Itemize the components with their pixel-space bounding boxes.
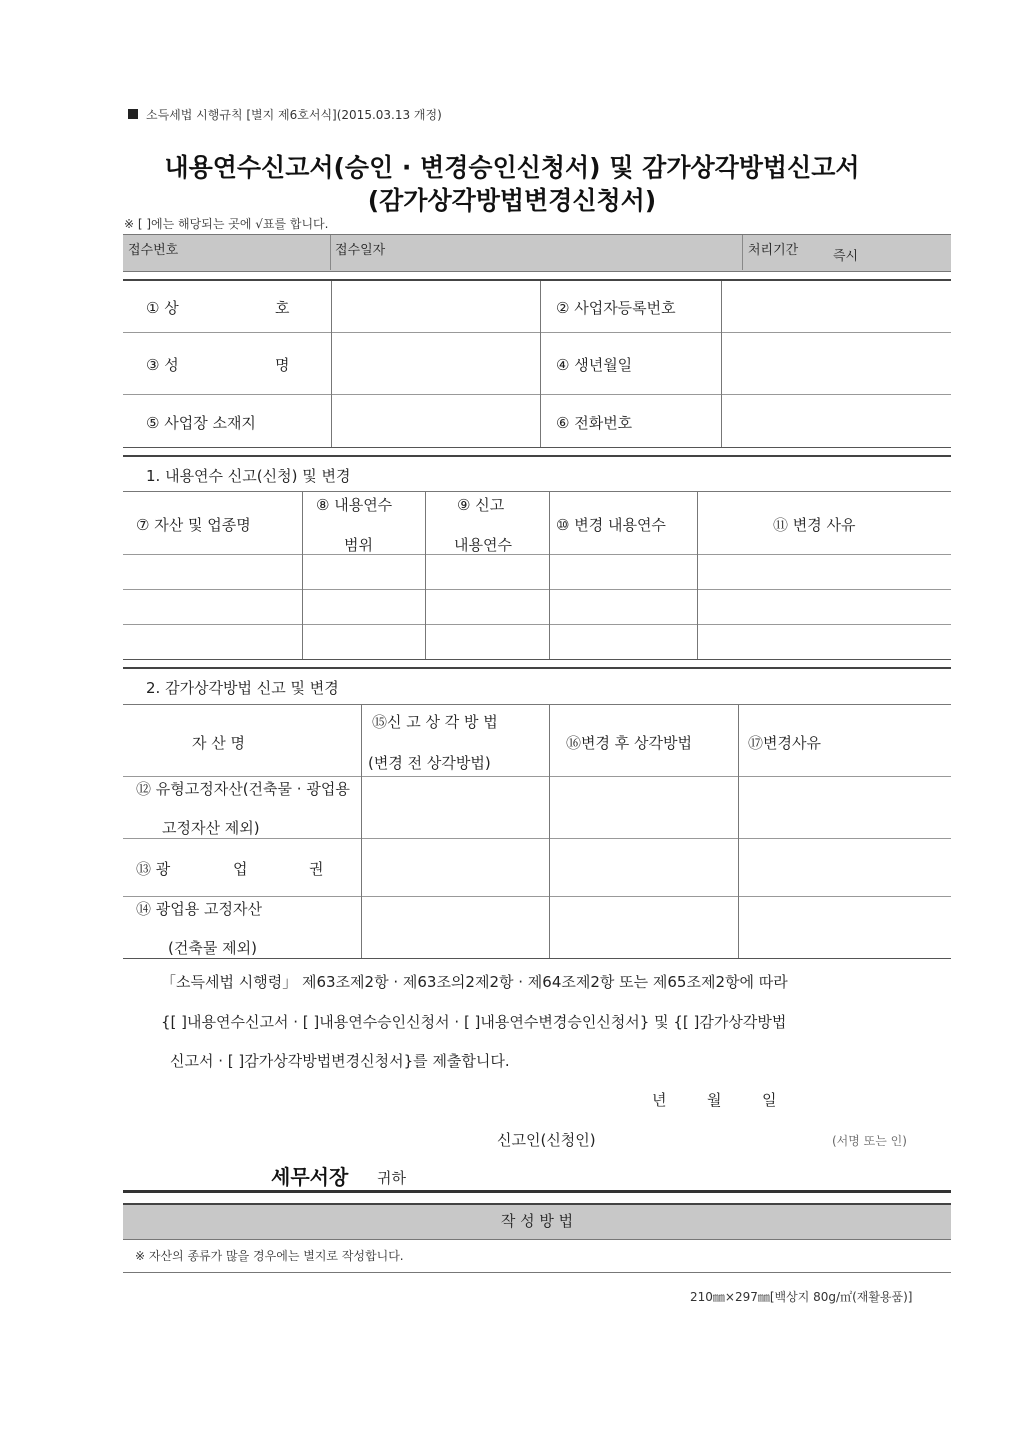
useful-life-range-header-2: 범위: [344, 536, 373, 554]
processing-period-label: 처리기간: [748, 243, 799, 258]
mining-assets-label-2: (건축물 제외): [168, 939, 257, 957]
mining-rights-label: ⑬ 광: [136, 860, 171, 878]
declaration-line3: 신고서 · [ ]감가상각방법변경신청서}를 제출합니다.: [170, 1052, 510, 1070]
signer-label: 신고인(신청인): [497, 1131, 596, 1149]
date-year-label: 년: [652, 1091, 667, 1109]
receipt-number-label: 접수번호: [128, 243, 179, 258]
company-name-label-end: 호: [275, 299, 290, 317]
instructions-title: 작 성 방 법: [500, 1212, 574, 1230]
asset-industry-header: ⑦ 자산 및 업종명: [136, 516, 251, 534]
mining-rights-label-2: 업: [233, 860, 248, 878]
date-month-label: 월: [707, 1091, 722, 1109]
asset-name-header: 자 산 명: [192, 734, 246, 752]
reported-life-header-2: 내용연수: [454, 536, 512, 554]
useful-life-range-header: ⑧ 내용연수: [316, 496, 393, 514]
reported-method-header-2: (변경 전 상각방법): [368, 754, 491, 772]
receipt-bar: [123, 234, 951, 272]
person-name-label: ③ 성: [146, 356, 179, 374]
addressee-suffix: 귀하: [377, 1169, 406, 1187]
section1-title: 1. 내용연수 신고(신청) 및 변경: [146, 467, 351, 485]
person-name-label-end: 명: [275, 356, 290, 374]
changed-method-header: ⑯변경 후 상각방법: [566, 734, 692, 752]
paper-spec: 210㎜×297㎜[백상지 80g/㎡(재활용품)]: [690, 1290, 913, 1304]
birth-date-label: ④ 생년월일: [556, 356, 633, 374]
date-day-label: 일: [762, 1091, 777, 1109]
processing-period-value: 즉시: [833, 249, 859, 264]
mining-assets-label: ⑭ 광업용 고정자산: [136, 900, 262, 918]
declaration-line1: 「소득세법 시행령」 제63조제2항 · 제63조의2제2항 · 제64조제2항 또는 제65조제2항에 따라: [161, 973, 788, 991]
section2-title: 2. 감가상각방법 신고 및 변경: [146, 679, 339, 697]
form-subtitle: (감가상각방법변경신청서): [367, 186, 657, 215]
form-title: 내용연수신고서(승인 · 변경승인신청서) 및 감가상각방법신고서: [164, 153, 860, 182]
addressee-title: 세무서장: [271, 1165, 349, 1189]
instructions-note: ※ 자산의 종류가 많을 경우에는 별지로 작성합니다.: [135, 1249, 404, 1263]
form-reference: 소득세법 시행규칙 [별지 제6호서식](2015.03.13 개정): [146, 108, 442, 122]
receipt-date-label: 접수일자: [335, 243, 386, 258]
changed-life-header: ⑩ 변경 내용연수: [556, 516, 666, 534]
business-reg-no-label: ② 사업자등록번호: [556, 299, 676, 317]
company-name-label: ① 상: [146, 299, 179, 317]
mining-rights-label-3: 권: [309, 860, 324, 878]
change-reason2-header: ⑰변경사유: [748, 734, 821, 752]
declaration-line2: {[ ]내용연수신고서 · [ ]내용연수승인신청서 · [ ]내용연수변경승인신청서} 및 {[ ]감가상각방법: [161, 1013, 787, 1031]
bullet-square-icon: [128, 109, 138, 119]
tangible-assets-label-2: 고정자산 제외): [162, 819, 260, 837]
change-reason-header: ⑪ 변경 사유: [773, 516, 856, 534]
business-address-label: ⑤ 사업장 소재지: [146, 414, 256, 432]
reported-method-header: ⑮신 고 상 각 방 법: [372, 713, 498, 731]
checkbox-note: ※ [ ]에는 해당되는 곳에 √표를 합니다.: [124, 217, 329, 231]
signature-note: (서명 또는 인): [832, 1134, 907, 1148]
reported-life-header: ⑨ 신고: [457, 496, 505, 514]
phone-number-label: ⑥ 전화번호: [556, 414, 633, 432]
tangible-assets-label: ⑫ 유형고정자산(건축물 · 광업용: [136, 780, 350, 798]
